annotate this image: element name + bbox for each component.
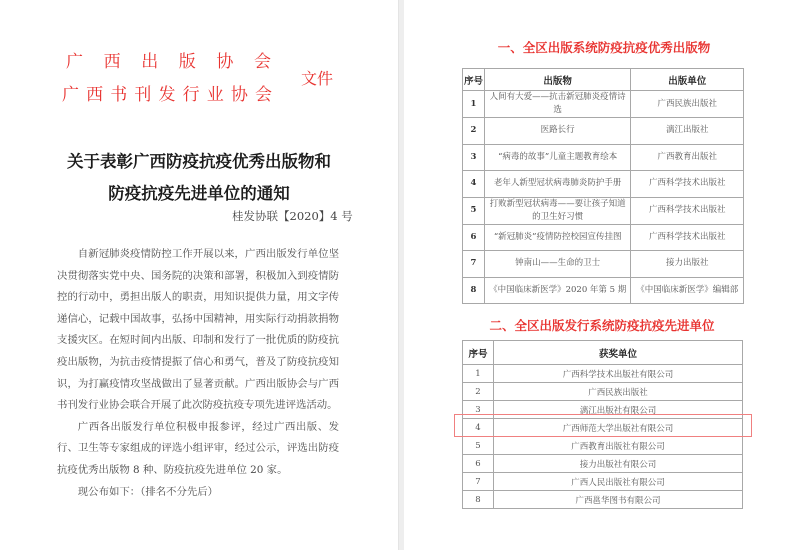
cell-no: 5 [463,437,494,455]
table-row [463,383,743,401]
cell-no: 4 [463,171,485,198]
header-publisher: 出版单位 [631,69,744,91]
table-row [463,171,744,198]
cell-publication: 《中国临床新医学》2020 年第 5 期 [484,277,630,304]
cell-publication: 老年人新型冠状病毒肺炎防护手册 [484,171,630,198]
letterhead-char: 书 [110,85,128,105]
table-row [463,91,744,118]
table-header-row [463,341,743,365]
letterhead-char: 发 [158,85,176,105]
cell-publisher: 广西科学技术出版社 [631,224,744,251]
cell-no: 8 [463,491,494,509]
letterhead-char: 广 [62,85,79,105]
advanced-units-table [462,340,743,509]
left-page [0,0,398,550]
cell-unit: 广西邕华图书有限公司 [494,491,743,509]
letterhead-char: 协 [230,85,248,105]
table-row-highlighted [463,419,743,437]
table-row [463,144,744,171]
table-row [463,365,743,383]
table-header-row [463,69,744,91]
table-row [463,224,744,251]
cell-unit: 接力出版社有限公司 [494,455,743,473]
cell-no: 1 [463,91,485,118]
cell-unit: 广西教育出版社有限公司 [494,437,743,455]
letterhead-char: 业 [206,85,224,105]
cell-publication: 钟南山——生命的卫士 [484,251,630,278]
document-title-line-2: 防疫抗疫先进单位的通知 [108,184,290,203]
header-no: 序号 [463,69,485,91]
cell-no: 2 [463,383,494,401]
publications-table [462,68,744,304]
cell-publisher: 广西民族出版社 [631,91,744,118]
cell-no: 5 [463,197,485,224]
letterhead-char: 广 [66,52,83,72]
paragraph: 现公布如下：（排名不分先后） [77,485,219,498]
header-no: 序号 [463,341,494,365]
cell-publisher: 接力出版社 [631,251,744,278]
cell-no: 6 [463,224,485,251]
letterhead-char: 西 [86,85,104,105]
section-2-title: 二、全区出版发行系统防疫抗疫先进单位 [489,318,715,333]
cell-unit: 广西科学技术出版社有限公司 [494,365,743,383]
letterhead-suffix: 文件 [301,69,334,88]
letterhead-line-1 [66,47,271,72]
document-body [57,244,339,503]
cell-unit: 广西师范大学出版社有限公司 [494,419,743,437]
letterhead-char: 版 [178,52,196,72]
cell-no: 6 [463,455,494,473]
cell-publisher: 《中国临床新医学》编辑部 [631,277,744,304]
cell-no: 3 [463,144,485,171]
cell-publisher: 广西科学技术出版社 [631,197,744,224]
cell-unit: 广西民族出版社 [494,383,743,401]
table-row [463,118,744,145]
table-row [463,401,743,419]
letterhead-char: 刊 [134,85,152,105]
cell-publisher: 漓江出版社 [631,118,744,145]
document-number: 桂发协联【2020】4 号 [232,209,353,223]
cell-publication: 人间有大爱——抗击新冠肺炎疫情诗选 [484,91,630,118]
letterhead-char: 行 [182,85,200,105]
cell-publication: 医路长行 [484,118,630,145]
cell-publisher: 广西教育出版社 [631,144,744,171]
cell-no: 2 [463,118,485,145]
header-award-unit: 获奖单位 [494,341,743,365]
header-publication: 出版物 [484,69,630,91]
letterhead-char: 会 [255,85,272,105]
table-row [463,491,743,509]
table-row [463,473,743,491]
cell-no: 3 [463,401,494,419]
cell-no: 7 [463,251,485,278]
cell-no: 4 [463,419,494,437]
cell-publication: 打败新型冠状病毒——要让孩子知道的卫生好习惯 [484,197,630,224]
right-page [404,0,800,550]
cell-publication: “病毒的故事”儿童主题教育绘本 [484,144,630,171]
section-1-title: 一、全区出版系统防疫抗疫优秀出版物 [497,40,711,55]
cell-no: 7 [463,473,494,491]
letterhead-line-2 [62,80,272,105]
paragraph: 自新冠肺炎疫情防控工作开展以来，广西出版发行单位坚决贯彻落实党中央、国务院的决策和部署，积极加入到疫情防控的行动中，勇担出版人的职责，用知识提供力量，用文字传递信心，记载中国故事，弘扬中国精神，用实际行动捐款捐物支援灾区。在短时间内出版、印制和发行了一批优质的防疫抗疫出版物，为抗击疫情提振了信心和勇气，普及了防疫抗疫知识，为打赢疫情攻坚战做出了显著贡献。广西出版协会与广西书刊发行业协会联合开展了此次防疫抗疫专项先进评选活动。 [57,248,339,412]
letterhead-char: 出 [141,52,159,72]
cell-unit: 广西人民出版社有限公司 [494,473,743,491]
table-row [463,455,743,473]
cell-publisher: 广西科学技术出版社 [631,171,744,198]
table-row [463,197,744,224]
cell-unit: 漓江出版社有限公司 [494,401,743,419]
table-row [463,437,743,455]
table-row [463,251,744,278]
cell-no: 1 [463,365,494,383]
cell-publication: “新冠肺炎”疫情防控校园宣传挂图 [484,224,630,251]
table-row [463,277,744,304]
document-title-line-1: 关于表彰广西防疫抗疫优秀出版物和 [67,152,331,171]
letterhead-char: 西 [103,52,121,72]
letterhead-char: 协 [216,52,234,72]
letterhead-char: 会 [253,52,271,72]
cell-no: 8 [463,277,485,304]
paragraph: 广西各出版发行单位积极申报参评，经过广西出版、发行、卫生等专家组成的评选小组评审，经过公示，评选出防疫抗疫优秀出版物 8 种、防疫抗疫先进单位 20 家。 [57,420,339,476]
